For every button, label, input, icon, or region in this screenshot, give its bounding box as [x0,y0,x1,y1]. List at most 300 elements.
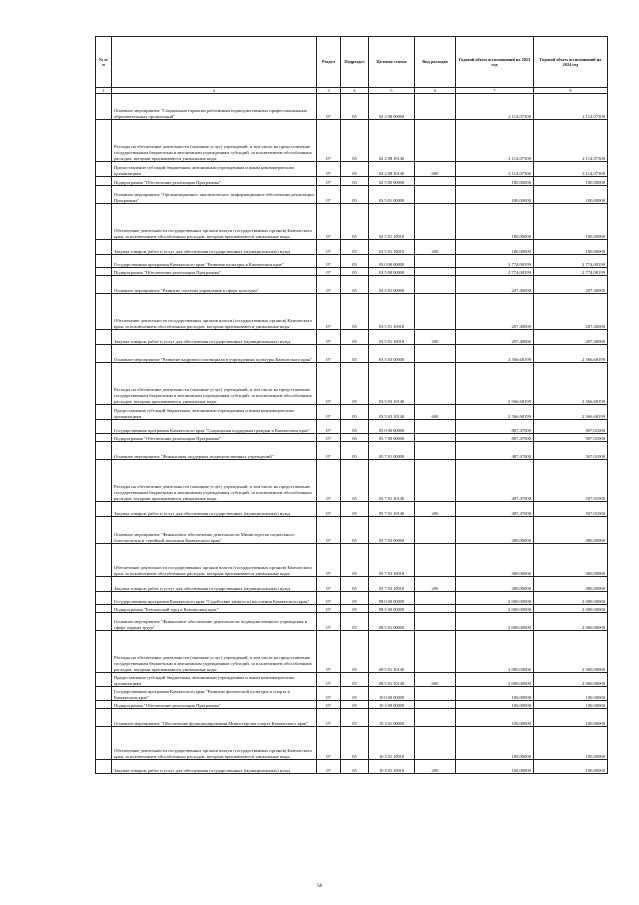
expense-type-cell [415,687,456,701]
amount-2024-cell: 507,01000 [534,502,608,517]
row-number-cell [96,577,112,592]
razdel-cell: 07 [317,517,341,544]
amount-2023-cell: 180,00000 [456,204,534,240]
table-row [96,363,608,405]
expense-type-cell [415,592,456,605]
amount-2024-cell: 507,01000 [534,442,608,460]
table-row [96,162,608,177]
target-article-cell: 10 3 01 00000 [369,709,415,727]
razdel-cell: 07 [317,631,341,673]
podrazdel-cell: 05 [341,186,369,204]
amount-2023-cell: 2 566,68199 [456,363,534,405]
row-number-cell [96,673,112,687]
expense-type-cell [415,442,456,460]
podrazdel-cell: 05 [341,345,369,363]
amount-2024-cell: 100,00000 [534,709,608,727]
razdel-cell: 07 [317,268,341,276]
row-number-cell [96,605,112,613]
column-number: 5 [369,88,415,94]
row-number-cell [96,709,112,727]
amount-2023-cell: 2 000,00000 [456,631,534,673]
item-name-cell: Закупка товаров, работ и услуг для обеспечения государственных (муниципальных) нужд [112,502,317,517]
amount-2024-cell: 180,00000 [534,177,608,186]
target-article-cell: 02 2 08 00000 [369,94,415,120]
podrazdel-cell: 05 [341,460,369,502]
item-name-cell: Государственная программа Камчатского края "Развитие культуры в Камчатском крае" [112,255,317,268]
table-row [96,517,608,544]
column-number: 7 [456,88,534,94]
target-article-cell: 05 7 01 10140 [369,460,415,502]
amount-2024-cell: 400,00000 [534,544,608,577]
amount-2023-cell: 2 114,07300 [456,120,534,162]
item-name-cell: Основное мероприятие "Социальные гарантии работникам подведомственных профессиональных образовательных организаций" [112,94,317,120]
row-number-cell [96,592,112,605]
expense-type-cell: 600 [415,673,456,687]
expense-type-cell: 600 [415,405,456,420]
podrazdel-cell: 05 [341,760,369,774]
amount-2023-cell: 100,00000 [456,727,534,760]
column-number: 2 [112,88,317,94]
item-name-cell: Подпрограмма "Безопасный труд в Камчатском крае" [112,605,317,613]
amount-2024-cell: 180,00000 [534,240,608,255]
expense-type-cell [415,345,456,363]
razdel-cell: 07 [317,673,341,687]
item-name-cell: Подпрограмма "Обеспечение реализации Программы" [112,701,317,709]
razdel-cell: 07 [317,592,341,605]
item-name-cell: Подпрограмма "Обеспечение реализации Программы" [112,177,317,186]
table-row [96,255,608,268]
expense-type-cell [415,631,456,673]
expense-type-cell [415,186,456,204]
item-name-cell: Закупка товаров, работ и услуг для обеспечения государственных (муниципальных) нужд [112,330,317,345]
expense-type-cell [415,94,456,120]
target-article-cell: 02 5 01 10010 [369,240,415,255]
table-row [96,177,608,186]
razdel-cell: 07 [317,577,341,592]
target-article-cell: 03 5 01 10010 [369,294,415,330]
page-number: 58 [317,884,322,889]
amount-2024-cell: 2 774,08199 [534,268,608,276]
target-article-cell: 03 0 00 00000 [369,255,415,268]
amount-2023-cell: 2 774,08199 [456,268,534,276]
amount-2023-cell: 2 000,00000 [456,673,534,687]
item-name-cell: Расходы на обеспечение деятельности (оказание услуг) учреждений, в том числе на предоставление государственным бюджетным и автономным учреждениям субсидий, за исключением обособленных расходов, которым присваиваются уникальные коды [112,120,317,162]
item-name-cell: Основное мероприятие "Обеспечение функционирования Министерства спорта Камчатского края" [112,709,317,727]
amount-2023-cell: 207,40000 [456,276,534,294]
razdel-cell: 07 [317,709,341,727]
item-name-cell: Основное мероприятие "Организационное, аналитическое, информационное обеспечение реализации Программы" [112,186,317,204]
item-name-cell: Предоставление субсидий бюджетным, автономным учреждениям и иным некоммерческим организациям [112,673,317,687]
expense-type-cell [415,434,456,442]
row-number-cell [96,434,112,442]
amount-2023-cell: 100,00000 [456,701,534,709]
amount-2023-cell: 2 000,00000 [456,605,534,613]
amount-2024-cell: 207,40000 [534,330,608,345]
row-number-cell [96,186,112,204]
target-article-cell: 05 7 01 10140 [369,502,415,517]
razdel-cell: 07 [317,434,341,442]
row-number-cell [96,363,112,405]
target-article-cell: 08 0 00 00000 [369,592,415,605]
razdel-cell: 07 [317,345,341,363]
razdel-cell: 07 [317,613,341,631]
item-name-cell: Закупка товаров, работ и услуг для обеспечения государственных (муниципальных) нужд [112,577,317,592]
table-row [96,605,608,613]
amount-2024-cell: 207,40000 [534,294,608,330]
row-number-cell [96,177,112,186]
target-article-cell: 02 5 01 10010 [369,204,415,240]
amount-2024-cell: 2 114,07300 [534,120,608,162]
table-row [96,94,608,120]
expense-type-cell [415,363,456,405]
item-name-cell: Обеспечение деятельности государственных органов власти (государственных органов) Камчатского края, за исключением обособленных расходов, которым присваиваются уникальные коды. [112,727,317,760]
amount-2023-cell: 207,40000 [456,294,534,330]
header-num: № п/п [96,37,112,88]
razdel-cell: 07 [317,186,341,204]
podrazdel-cell: 05 [341,673,369,687]
row-number-cell [96,94,112,120]
amount-2024-cell: 907,01000 [534,420,608,434]
header-csr: Целевая статья [369,37,415,88]
target-article-cell: 10 0 00 00000 [369,687,415,701]
expense-type-cell [415,544,456,577]
target-article-cell: 03 5 01 10010 [369,330,415,345]
target-article-cell: 05 7 01 00000 [369,442,415,460]
target-article-cell: 05 7 03 10010 [369,544,415,577]
podrazdel-cell: 05 [341,177,369,186]
amount-2023-cell: 180,00000 [456,240,534,255]
expense-type-cell [415,517,456,544]
row-number-cell [96,631,112,673]
target-article-cell: 10 3 00 00000 [369,701,415,709]
row-number-cell [96,460,112,502]
amount-2023-cell: 2 000,00000 [456,592,534,605]
item-name-cell: Обеспечение деятельности государственных органов власти (государственных органов) Камчатского края, за исключением обособленных расходов, которым присваиваются уникальные коды. [112,204,317,240]
podrazdel-cell: 05 [341,687,369,701]
razdel-cell: 07 [317,94,341,120]
expense-type-cell [415,727,456,760]
table-row [96,577,608,592]
razdel-cell: 07 [317,120,341,162]
expense-type-cell: 600 [415,162,456,177]
table-row [96,405,608,420]
expense-type-cell: 200 [415,330,456,345]
podrazdel-cell: 05 [341,434,369,442]
table-row [96,673,608,687]
row-number-cell [96,268,112,276]
razdel-cell: 07 [317,442,341,460]
row-number-cell [96,420,112,434]
razdel-cell: 07 [317,240,341,255]
column-number: 8 [534,88,608,94]
amount-2024-cell: 2 000,00000 [534,592,608,605]
item-name-cell: Подпрограмма "Обеспечение реализации Программы" [112,434,317,442]
amount-2024-cell: 180,00000 [534,204,608,240]
target-article-cell: 03 5 03 10140 [369,405,415,420]
razdel-cell: 07 [317,405,341,420]
razdel-cell: 07 [317,162,341,177]
row-number-cell [96,240,112,255]
podrazdel-cell: 05 [341,727,369,760]
amount-2024-cell: 100,00000 [534,701,608,709]
target-article-cell: 03 5 00 00000 [369,268,415,276]
header-year-2024: Годовой объем ассигнований на 2024 год [534,37,608,88]
amount-2023-cell: 2 000,00000 [456,613,534,631]
item-name-cell: Предоставление субсидий бюджетным, автономным учреждениям и иным некоммерческим организациям [112,162,317,177]
item-name-cell: Предоставление субсидий бюджетным, автономным учреждениям и иным некоммерческим организациям [112,405,317,420]
target-article-cell: 02 5 00 00000 [369,177,415,186]
item-name-cell: Основное мероприятие "Финансовое обеспечение деятельности Министерства социального благополучия и семейной политики Камчатского края" [112,517,317,544]
table-row [96,434,608,442]
column-number: 6 [415,88,456,94]
target-article-cell: 10 3 01 10010 [369,727,415,760]
razdel-cell: 07 [317,701,341,709]
expense-type-cell: 200 [415,577,456,592]
razdel-cell: 07 [317,687,341,701]
amount-2024-cell: 2 000,00000 [534,613,608,631]
amount-2024-cell: 100,00000 [534,760,608,774]
table-row [96,592,608,605]
expense-type-cell [415,276,456,294]
item-name-cell: Государственная программа Камчатского края "Развитие физической культуры и спорта в Камчатском крае" [112,687,317,701]
table-row [96,268,608,276]
row-number-cell [96,701,112,709]
header-year-2023: Годовой объем ассигнований на 2023 год [456,37,534,88]
podrazdel-cell: 05 [341,240,369,255]
amount-2024-cell: 400,00000 [534,517,608,544]
amount-2023-cell: 2 566,68199 [456,345,534,363]
expense-type-cell [415,268,456,276]
razdel-cell: 07 [317,363,341,405]
podrazdel-cell: 05 [341,363,369,405]
razdel-cell: 07 [317,544,341,577]
table-row [96,709,608,727]
amount-2024-cell: 207,40000 [534,276,608,294]
target-article-cell: 05 7 00 00000 [369,434,415,442]
item-name-cell: Подпрограмма "Обеспечение реализации Программы" [112,268,317,276]
razdel-cell: 07 [317,177,341,186]
target-article-cell: 03 5 03 10140 [369,363,415,405]
item-name-cell: Закупка товаров, работ и услуг для обеспечения государственных (муниципальных) нужд [112,760,317,774]
amount-2023-cell: 180,00000 [456,186,534,204]
row-number-cell [96,405,112,420]
expense-type-cell [415,701,456,709]
amount-2023-cell: 887,47000 [456,420,534,434]
target-article-cell: 02 2 08 10140 [369,120,415,162]
amount-2024-cell: 2 566,68199 [534,345,608,363]
table-row [96,294,608,330]
item-name-cell: Расходы на обеспечение деятельности (оказание услуг) учреждений, в том числе на предоставление государственным бюджетным и автономным учреждениям субсидий, за исключением обособленных расходов, которым присваиваются уникальные коды [112,460,317,502]
target-article-cell: 03 5 03 00000 [369,345,415,363]
row-number-cell [96,727,112,760]
razdel-cell: 07 [317,276,341,294]
podrazdel-cell: 05 [341,631,369,673]
table-row [96,613,608,631]
table-body [96,94,608,774]
table-row [96,276,608,294]
item-name-cell: Обеспечение деятельности государственных органов власти (государственных органов) Камчатского края, за исключением обособленных расходов, которым присваиваются уникальные коды. [112,544,317,577]
amount-2024-cell: 180,00000 [534,186,608,204]
table-row [96,240,608,255]
expense-type-cell [415,613,456,631]
item-name-cell: Расходы на обеспечение деятельности (оказание услуг) учреждений, в том числе на предоставление государственным бюджетным и автономным учреждениям субсидий, за исключением обособленных расходов, которым присваиваются уникальные коды [112,631,317,673]
podrazdel-cell: 05 [341,701,369,709]
podrazdel-cell: 05 [341,204,369,240]
amount-2023-cell: 100,00000 [456,760,534,774]
row-number-cell [96,345,112,363]
expense-type-cell [415,605,456,613]
amount-2024-cell: 100,00000 [534,687,608,701]
item-name-cell: Основное мероприятие "Финансовое обеспечение деятельности подведомственного учреждения в сфере охраны труда" [112,613,317,631]
amount-2023-cell: 207,40000 [456,330,534,345]
expense-type-cell: 200 [415,502,456,517]
row-number-cell [96,276,112,294]
amount-2023-cell: 100,00000 [456,687,534,701]
amount-2024-cell: 507,01000 [534,460,608,502]
podrazdel-cell: 05 [341,120,369,162]
amount-2024-cell: 2 774,08199 [534,255,608,268]
podrazdel-cell: 05 [341,544,369,577]
table-row [96,204,608,240]
amount-2023-cell: 180,00000 [456,177,534,186]
target-article-cell: 03 5 01 00000 [369,276,415,294]
expense-type-cell [415,460,456,502]
podrazdel-cell: 05 [341,294,369,330]
expense-type-cell [415,420,456,434]
row-number-cell [96,517,112,544]
expense-type-cell [415,120,456,162]
amount-2023-cell: 100,00000 [456,709,534,727]
amount-2023-cell: 487,47000 [456,442,534,460]
row-number-cell [96,204,112,240]
target-article-cell: 02 5 01 00000 [369,186,415,204]
row-number-cell [96,442,112,460]
amount-2023-cell: 487,47000 [456,460,534,502]
amount-2024-cell: 400,00000 [534,577,608,592]
podrazdel-cell: 05 [341,94,369,120]
table-row [96,442,608,460]
target-article-cell: 08 5 01 10140 [369,673,415,687]
target-article-cell: 05 7 03 10010 [369,577,415,592]
expense-type-cell [415,709,456,727]
target-article-cell: 08 5 00 00000 [369,605,415,613]
table-row [96,701,608,709]
table-row [96,120,608,162]
razdel-cell: 07 [317,460,341,502]
amount-2024-cell: 100,00000 [534,727,608,760]
item-name-cell: Государственная программа Камчатского края "Социальная поддержка граждан в Камчатском крае" [112,420,317,434]
amount-2024-cell: 2 566,68199 [534,363,608,405]
row-number-cell [96,613,112,631]
razdel-cell: 07 [317,420,341,434]
podrazdel-cell: 05 [341,577,369,592]
target-article-cell: 05 0 00 00000 [369,420,415,434]
podrazdel-cell: 05 [341,613,369,631]
row-number-cell [96,120,112,162]
header-podrazdel: Подраздел [341,37,369,88]
razdel-cell: 07 [317,255,341,268]
table-row [96,727,608,760]
amount-2023-cell: 2 114,07300 [456,94,534,120]
amount-2023-cell: 887,47000 [456,434,534,442]
target-article-cell: 10 3 01 10010 [369,760,415,774]
expense-type-cell [415,177,456,186]
expense-type-cell [415,204,456,240]
table-row [96,460,608,502]
item-name-cell: Основное мероприятие "Развитие системы управления в сфере культуры" [112,276,317,294]
row-number-cell [96,687,112,701]
table-row [96,420,608,434]
amount-2024-cell: 2 114,07300 [534,94,608,120]
column-number: 1 [96,88,112,94]
amount-2024-cell: 2 566,68199 [534,405,608,420]
razdel-cell: 07 [317,330,341,345]
item-name-cell: Закупка товаров, работ и услуг для обеспечения государственных (муниципальных) нужд [112,240,317,255]
razdel-cell: 07 [317,204,341,240]
header-name [112,37,317,88]
header-vr: Вид расходов [415,37,456,88]
amount-2024-cell: 2 000,00000 [534,673,608,687]
amount-2024-cell: 2 000,00000 [534,631,608,673]
podrazdel-cell: 05 [341,162,369,177]
item-name-cell: Государственная программа Камчатского края "Содействие занятости населения Камчатского края" [112,592,317,605]
item-name-cell: Основное мероприятие "Развитие кадрового потенциала в учреждениях культуры Камчатского края" [112,345,317,363]
amount-2024-cell: 907,01000 [534,434,608,442]
item-name-cell: Расходы на обеспечение деятельности (оказание услуг) учреждений, в том числе на предоставление государственным бюджетным и автономным учреждениям субсидий, за исключением обособленных расходов, которым присваиваются уникальные коды [112,363,317,405]
razdel-cell: 07 [317,502,341,517]
podrazdel-cell: 05 [341,330,369,345]
expense-type-cell [415,294,456,330]
podrazdel-cell: 05 [341,255,369,268]
column-number: 4 [341,88,369,94]
row-number-cell [96,330,112,345]
expense-type-cell: 200 [415,760,456,774]
target-article-cell: 02 2 08 10140 [369,162,415,177]
podrazdel-cell: 05 [341,517,369,544]
row-number-cell [96,760,112,774]
razdel-cell: 07 [317,727,341,760]
podrazdel-cell: 05 [341,276,369,294]
row-number-cell [96,502,112,517]
header-razdel: Раздел [317,37,341,88]
expense-type-cell: 200 [415,240,456,255]
podrazdel-cell: 05 [341,502,369,517]
amount-2024-cell: 2 000,00000 [534,605,608,613]
table-row [96,345,608,363]
table-row [96,687,608,701]
amount-2023-cell: 487,47000 [456,502,534,517]
amount-2023-cell: 400,00000 [456,577,534,592]
podrazdel-cell: 05 [341,442,369,460]
expense-type-cell [415,255,456,268]
table-header [96,37,608,94]
table-row [96,631,608,673]
amount-2023-cell: 2 566,68199 [456,405,534,420]
amount-2024-cell: 2 114,07300 [534,162,608,177]
item-name-cell: Основное мероприятие "Финансовая поддержка подведомственных учреждений" [112,442,317,460]
target-article-cell: 05 7 03 00000 [369,517,415,544]
amount-2023-cell: 400,00000 [456,517,534,544]
podrazdel-cell: 05 [341,405,369,420]
podrazdel-cell: 05 [341,268,369,276]
item-name-cell: Обеспечение деятельности государственных органов власти (государственных органов) Камчатского края, за исключением обособленных расходов, которым присваиваются уникальные коды. [112,294,317,330]
table-row [96,544,608,577]
budget-table [95,36,608,774]
row-number-cell [96,255,112,268]
row-number-cell [96,544,112,577]
table-row [96,502,608,517]
podrazdel-cell: 05 [341,592,369,605]
